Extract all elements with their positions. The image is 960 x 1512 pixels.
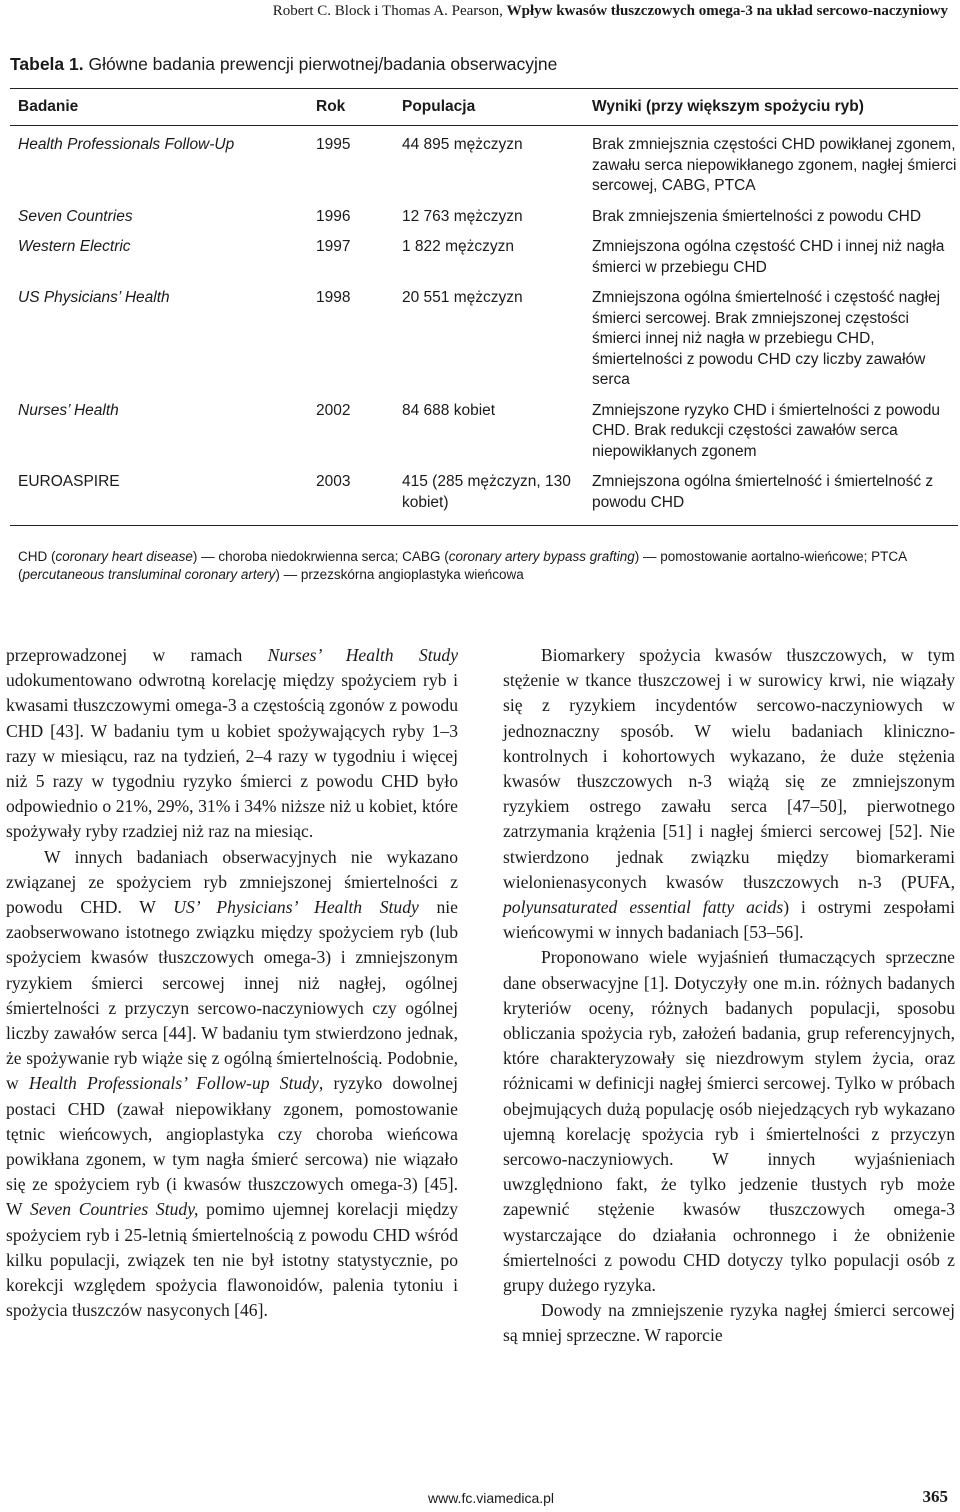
- text-run: W innych badaniach obserwacyjnych nie wykazano związanej ze spożyciem ryb zmniejszonej śmiertelności z powodu CHD. W: [6, 846, 458, 918]
- body-column-right: [503, 643, 955, 1349]
- study-year: 2002: [316, 401, 351, 419]
- study-title: US’ Physicians’ Health Study: [173, 897, 419, 918]
- text-run: przeprowadzonej w ramach: [6, 645, 268, 665]
- table-row: [10, 232, 958, 283]
- footnote-term: percutaneous transluminal coronary artery: [22, 567, 276, 582]
- paragraph: [6, 643, 458, 845]
- text-run: , ryzyko dowolnej postaci CHD (zawał niepowikłany zgonem, pomostowanie tętnic wieńcowych, angioplastyka czy choroba wieńcowa powikłana zgonem, w tym nagła śmierć sercowa) nie wiązało się ze spożyciem ryb (i kwasów tłuszczowych omega-3) [45]. W: [6, 1073, 458, 1220]
- body-column-left: [6, 643, 458, 1323]
- study-title: Nurses’ Health Study: [267, 645, 459, 665]
- study-results: Zmniejszona ogólna śmiertelność i śmiertelność z powodu CHD: [584, 467, 958, 526]
- studies-table: [10, 88, 958, 526]
- study-title: Seven Countries Study,: [30, 1199, 199, 1220]
- table-header-row: [10, 89, 958, 126]
- footnote-text: ) — choroba niedokrwienna serca; CABG (: [192, 549, 449, 564]
- text-run: udokumentowano odwrotną korelację między spożyciem ryb i kwasami tłuszczowymi omega-3 a częstością zgonów z powodu CHD [43]. W badaniu tym u kobiet spożywających ryby 1–3 razy w miesiącu, raz na tydzień, 2–4 razy w tygodniu i więcej niż 5 razy w tygodniu ryzyko śmierci z powodu CHD było odpowiednio o 21%, 29%, 31% i 34% niższe niż u kobiet, które spożywały ryby rzadziej niż raz na miesiąc.: [6, 670, 458, 842]
- footnote-text: ) — pomostowanie aortalno-wieńcowe; PTCA (: [18, 549, 907, 582]
- study-results: Zmniejszona ogólna śmiertelność i częstość nagłej śmierci sercowej. Brak zmniejszonej częstości śmierci innej niż nagła w przebiegu CHD, śmiertelności z powodu CHD czy liczby zawałów serca: [592, 289, 941, 388]
- study-name: Western Electric: [18, 238, 131, 255]
- study-year: 2003: [308, 467, 394, 526]
- study-population: 20 551 mężczyzn: [402, 289, 523, 306]
- table-row: [10, 283, 958, 396]
- study-year: 1996: [316, 207, 351, 225]
- table-row: [10, 467, 958, 526]
- study-population: 84 688 kobiet: [402, 401, 496, 419]
- study-year: 1997: [316, 238, 351, 255]
- study-name: Seven Countries: [18, 207, 133, 225]
- study-year: 1998: [316, 289, 351, 306]
- term-italic: polyunsaturated essential fatty acids: [503, 897, 784, 918]
- study-results: Zmniejszone ryzyko CHD i śmiertelności z powodu CHD. Brak redukcji częstości zawałów serca niepowikłanych zgonem: [592, 401, 941, 460]
- study-results: Zmniejszona ogólna częstość CHD i innej niż nagła śmierci w przebiegu CHD: [592, 238, 945, 276]
- study-population: 44 895 mężczyzn: [402, 136, 523, 153]
- text-run: nie zaobserwowano istotnego związku między spożyciem ryb (lub spożyciem kwasów tłuszczowych omega-3) i zmniejszonym ryzykiem śmierci sercowej innej niż nagłej, ogólnej śmiertelności z przyczyn sercowo-naczyniowych czy ogólnej liczby zawałów serca [44]. W badaniu tym stwierdzono jednak, że spożywanie ryb wiąże się z ogólną śmiertelnością. Podobnie, w: [6, 897, 458, 1094]
- text-run: Biomarkery spożycia kwasów tłuszczowych, w tym stężenie w tkance tłuszczowej i w surowicy krwi, nie wiązały się z ryzykiem incydentów sercowo-naczyniowych w jednoznaczny sposób. W wielu badaniach kliniczno-kontrolnych i kohortowych wykazano, że duże stężenia kwasów tłuszczowych n-3 wiążą się ze zmniejszonym ryzykiem ostrego zawału serca [47–50], pierwotnego zatrzymania krążenia [51] i nagłej śmierci sercowej [52]. Nie stwierdzono jednak związku między biomarkerami wielonienasyconych kwasów tłuszczowych n-3 (PUFA,: [503, 645, 955, 892]
- footnote-term: coronary artery bypass grafting: [448, 549, 635, 564]
- header-study: Badanie: [10, 89, 308, 126]
- header-population: Populacja: [394, 89, 584, 126]
- running-header: [0, 0, 948, 22]
- table-row: [10, 396, 958, 468]
- footer-url[interactable]: www.fc.viamedica.pl: [428, 1490, 555, 1506]
- study-results: Brak zmniejsznia częstości CHD powikłanej zgonem, zawału serca niepowikłanego zgonem, nagłej śmierci sercowej, CABG, PTCA: [592, 136, 957, 194]
- running-header-title: Wpływ kwasów tłuszczowych omega-3 na układ sercowo-naczyniowy: [506, 3, 948, 19]
- study-results: Brak zmniejszenia śmiertelności z powodu CHD: [592, 207, 922, 225]
- header-year: Rok: [308, 89, 394, 126]
- study-name: Nurses’ Health: [18, 401, 119, 419]
- page-number: 365: [922, 1487, 948, 1506]
- study-name: Health Professionals Follow-Up: [18, 136, 235, 153]
- study-population: 12 763 mężczyzn: [402, 207, 523, 225]
- header-results: Wyniki (przy większym spożyciu ryb): [584, 89, 958, 126]
- running-header-authors: Robert C. Block i Thomas A. Pearson,: [272, 3, 503, 19]
- study-population: 1 822 mężczyzn: [402, 238, 514, 255]
- footnote-text: ) — przezskórna angioplastyka wieńcowa: [275, 567, 524, 582]
- footnote-text: CHD (: [18, 549, 56, 564]
- study-name: US Physicians’ Health: [18, 289, 170, 306]
- text-run: ) i ostrymi zespołami wieńcowymi w innych badaniach [53–56].: [503, 897, 955, 943]
- table-row: [10, 202, 958, 233]
- table-footnote: [18, 548, 948, 584]
- table-label: Tabela 1.: [10, 54, 84, 74]
- paragraph: [6, 845, 458, 1324]
- text-run: pomimo ujemnej korelacji między spożyciem ryb i 25-letnią śmiertelnością z powodu CHD wśród kilku populacji, związek ten nie był istotny statystycznie, po korekcji względem spożycia flawonoidów, palenia tytoniu i spożycia tłuszczów nasyconych [46].: [6, 1199, 459, 1321]
- study-year: 1995: [316, 136, 351, 153]
- table-caption-text: Główne badania prewencji pierwotnej/badania obserwacyjne: [88, 54, 558, 74]
- study-population: 415 (285 mężczyzn, 130 kobiet): [394, 467, 584, 526]
- paragraph: Proponowano wiele wyjaśnień tłumaczących sprzeczne dane obserwacyjne [1]. Dotyczyły one m.in. różnych badanych kryteriów oceny, różnych badanych populacji, sposobu obliczania spożycia ryb, założeń badania, grup referencyjnych, które charakteryzowały się niezdrowym stylem życia, oraz różnicami w definicji nagłej śmierci sercowej. Tylko w próbach obejmujących dużą populację osób niejedzących ryb wykazano ujemną korelację spożycia ryb i śmiertelności z przyczyn sercowo-naczyniowych. W innych wyjaśnieniach uwzględniono fakt, że tylko jedzenie tłustych ryb może zapewnić stężenie kwasów tłuszczowych omega-3 wystarczające do działania ochronnego i że obniżenie śmiertelności z powodu CHD dotyczy tylko populacji osób z grupy dużego ryzyka.: [503, 947, 955, 1296]
- footnote-term: coronary heart disease: [55, 549, 193, 564]
- study-title: Health Professionals’ Follow-up Study: [28, 1073, 319, 1094]
- paragraph: Dowody na zmniejszenie ryzyka nagłej śmierci sercowej są mniej sprzeczne. W raporcie: [503, 1300, 955, 1346]
- paragraph: [503, 643, 955, 945]
- table-caption: [10, 52, 950, 76]
- table-row: [10, 126, 958, 202]
- study-name: EUROASPIRE: [10, 467, 308, 526]
